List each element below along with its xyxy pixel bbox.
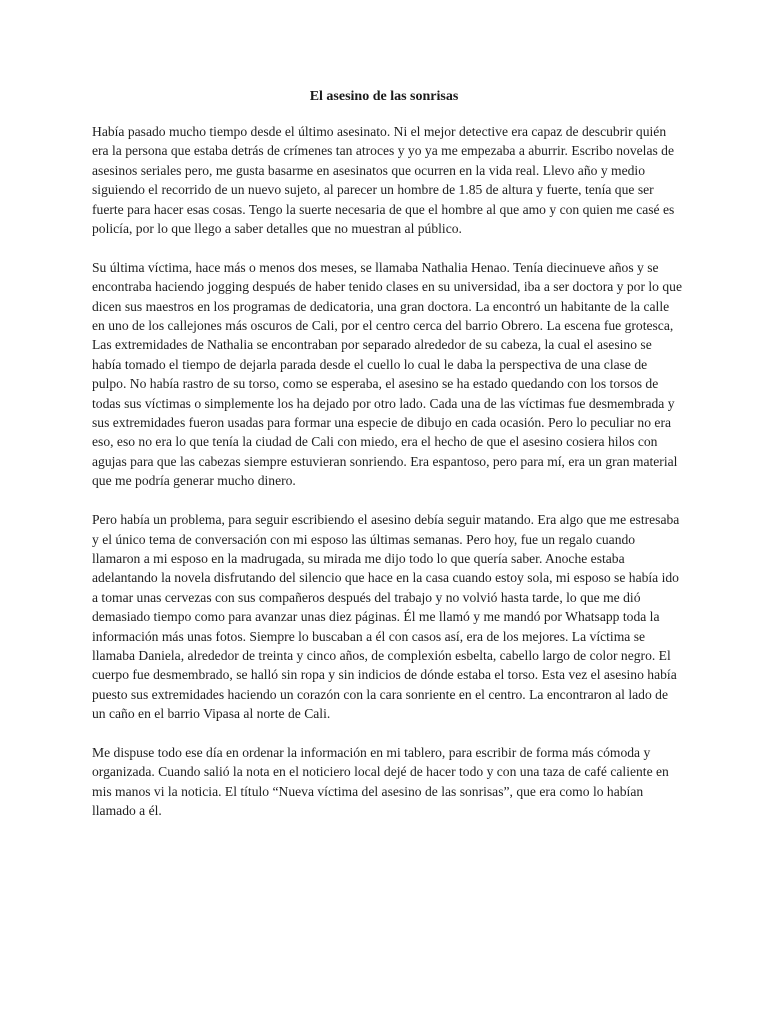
paragraph: Pero había un problema, para seguir escribiendo el asesino debía seguir matando. Era algo que me estresaba y el único tema de conversación con mi esposo las últimas semanas. Pero hoy, fue un regalo cuando llamaron a mi esposo en la madrugada, su mirada me dijo todo lo que quería saber. Anoche estaba adelantando la novela disfrutando del silencio que hace en la casa cuando estoy sola, mi esposo se había ido a tomar unas cervezas con sus compañeros después del trabajo y no volvió hasta tarde, lo que me dió demasiado tiempo como para avanzar unas diez páginas. Él me llamó y me mandó por Whatsapp toda la información más unas fotos. Siempre lo buscaban a él con casos así, era de los mejores. La víctima se llamaba Daniela, alrededor de treinta y cinco años, de complexión esbelta, cabello largo de color negro. El cuerpo fue desmembrado, se halló sin ropa y sin indicios de dónde estaba el torso. Esta vez el asesino había puesto sus extremidades haciendo un corazón con la cara sonriente en el centro. La encontraron al lado de un caño en el barrio Vipasa al norte de Cali. — [92, 512, 680, 722]
paragraph: Su última víctima, hace más o menos dos meses, se llamaba Nathalia Henao. Tenía diecinueve años y se encontraba haciendo jogging después de haber tenido clases en su universidad, iba a ser doctora y por lo que dicen sus maestros en los programas de dedicatoria, una gran doctora. La encontró un habitante de la calle en uno de los callejones más oscuros de Cali, por el centro cerca del barrio Obrero. La escena fue grotesca, Las extremidades de Nathalia se encontraban por separado alrededor de su cabeza, la cual el asesino se había tomado el tiempo de dejarla parada desde el cuello lo cual le daba la perspectiva de una clase de pulpo. No había rastro de su torso, como se esperaba, el asesino se ha estado quedando con los torsos de todas sus víctimas o simplemente los ha dejado por otro lado. Cada una de las víctimas fue desmembrada y sus extremidades fueron usadas para formar una especie de dibujo en cada ocasión. Pero lo peculiar no era eso, eso no era lo que tenía la ciudad de Cali con miedo, era el hecho de que el asesino cosiera hilos con agujas para que las cabezas siempre estuvieran sonriendo. Era espantoso, pero para mí, era un gran material que me podría generar mucho dinero. — [92, 259, 683, 489]
document-title: El asesino de las sonrisas — [309, 89, 459, 104]
paragraph: Había pasado mucho tiempo desde el último asesinato. Ni el mejor detective era capaz de descubrir quién era la persona que estaba detrás de crímenes tan atroces y yo ya me empezaba a aburrir. Escribo novelas de asesinos seriales pero, me gusta basarme en asesinatos que ocurren en la vida real. Llevo año y medio siguiendo el recorrido de un nuevo sujeto, al parecer un hombre de 1.85 de altura y fuerte, tenía que ser fuerte para hacer esas cosas. Tengo la suerte necesaria de que el hombre al que amo y con quien me casé es policía, por lo que llego a saber detalles que no muestran al público. — [92, 124, 675, 237]
paragraph: Me dispuse todo ese día en ordenar la información en mi tablero, para escribir de forma más cómoda y organizada. Cuando salió la nota en el noticiero local dejé de hacer todo y con una taza de café caliente en mis manos vi la noticia. El título “Nueva víctima del asesino de las sonrisas”, que era como lo habían llamado a él. — [92, 744, 669, 819]
document-body — [92, 122, 682, 840]
